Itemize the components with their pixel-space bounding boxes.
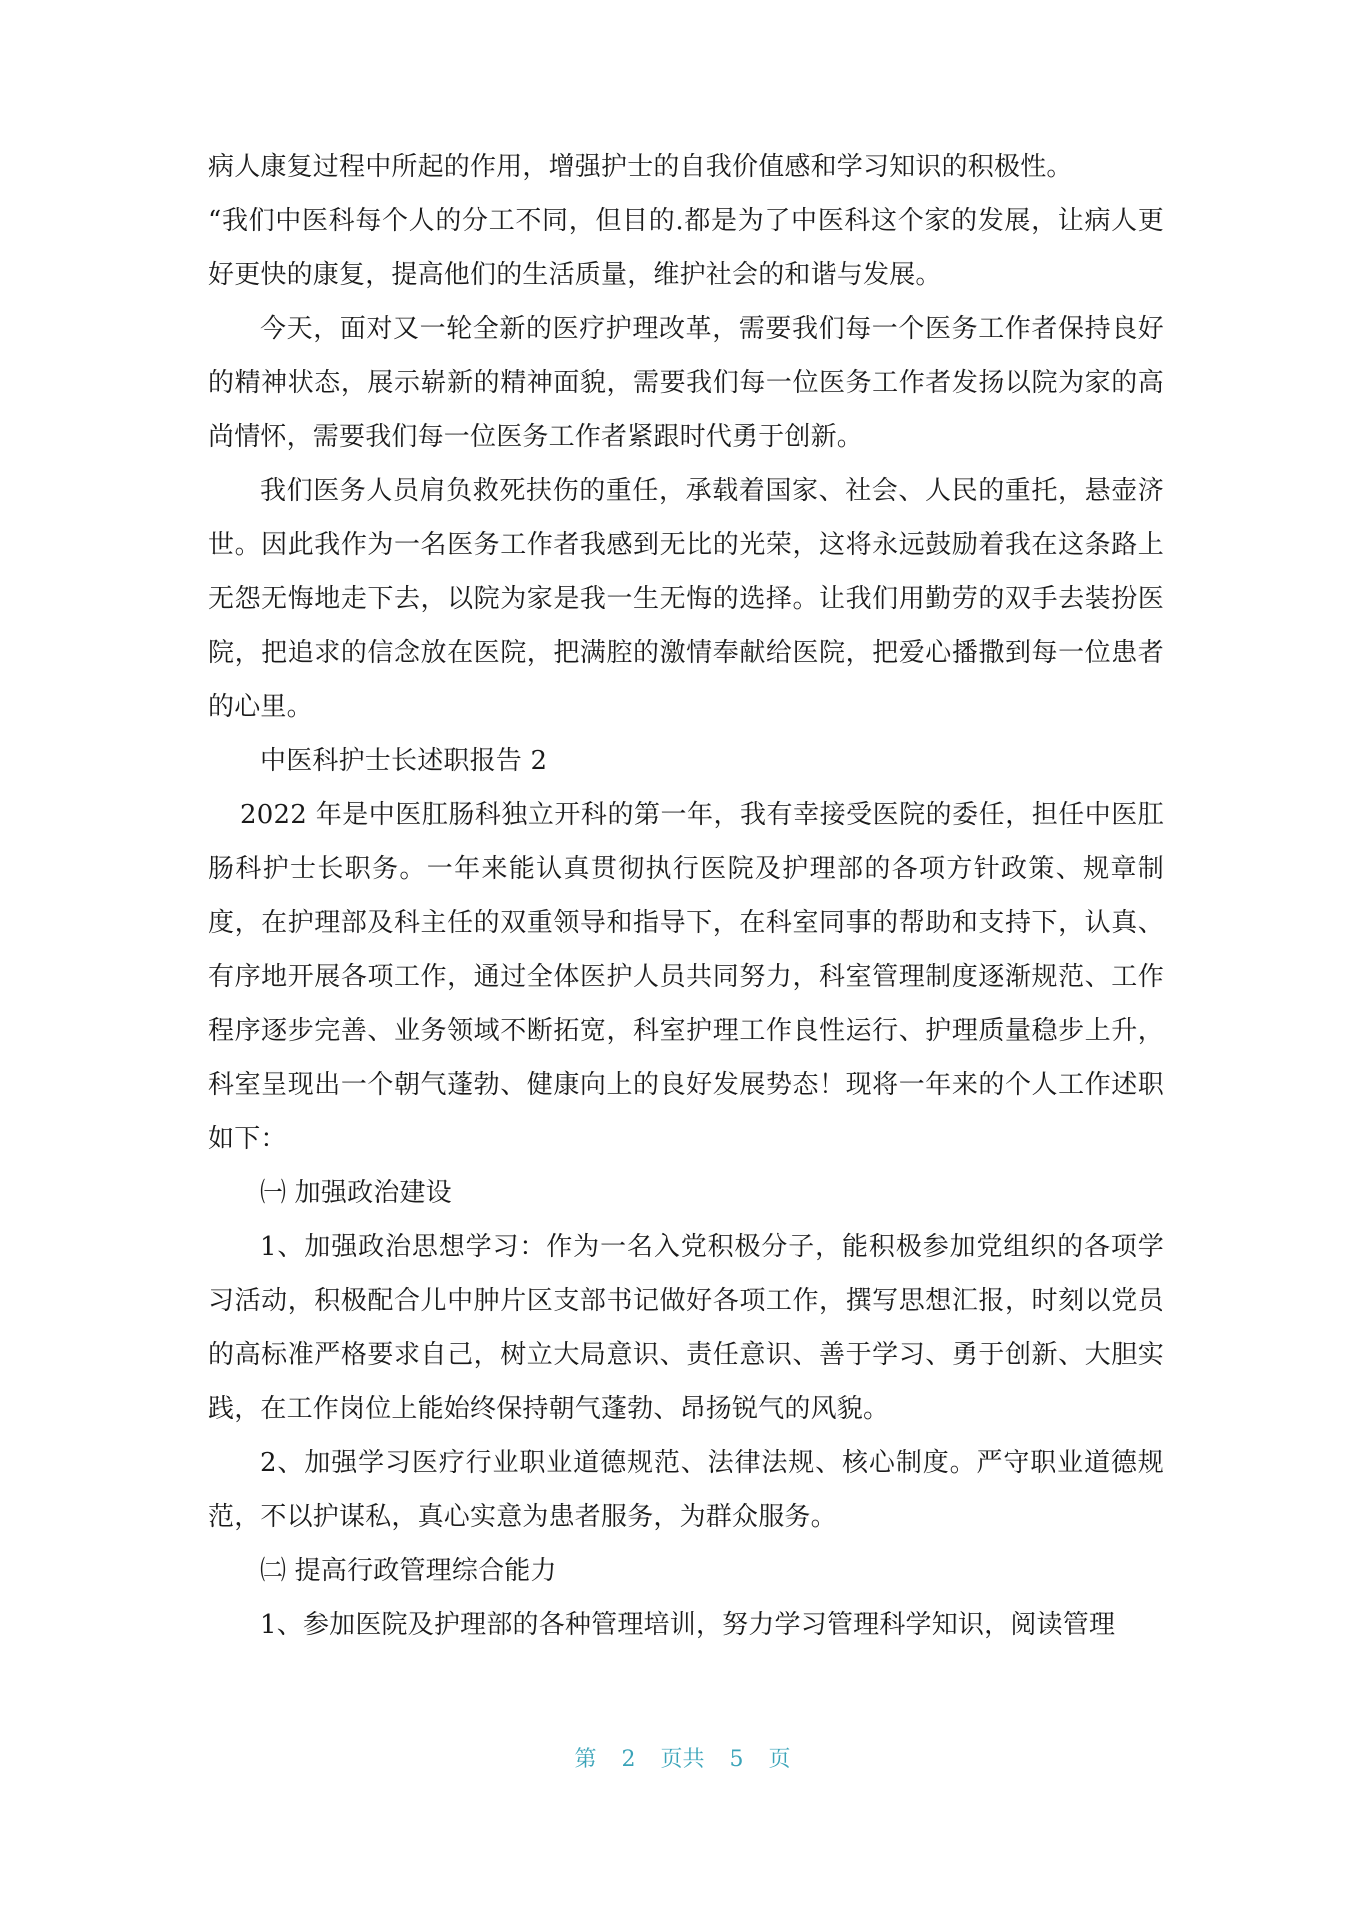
footer-word-di: 第 xyxy=(574,1747,597,1772)
paragraph-9: 2、加强学习医疗行业职业道德规范、法律法规、核心制度。严守职业道德规范，不以护谋私，真心实意为患者服务，为群众服务。 xyxy=(208,1448,1164,1532)
page-content xyxy=(208,140,1164,1652)
paragraph-1: 病人康复过程中所起的作用，增强护士的自我价值感和学习知识的积极性。 xyxy=(208,152,1073,182)
paragraph-2: “我们中医科每个人的分工不同，但目的.都是为了中医科这个家的发展，让病人更好更快的康复，提高他们的生活质量，维护社会的和谐与发展。 xyxy=(208,206,1164,290)
section-heading-management: ㈡ 提高行政管理综合能力 xyxy=(260,1556,557,1586)
footer-word-ye-gong: 页共 xyxy=(660,1747,705,1772)
footer-total-pages: 5 xyxy=(729,1747,744,1772)
paragraph-6: 2022 年是中医肛肠科独立开科的第一年，我有幸接受医院的委任，担任中医肛肠科护士长职务。一年来能认真贯彻执行医院及护理部的各项方针政策、规章制度，在护理部及科主任的双重领导和指导下，在科室同事的帮助和支持下，认真、有序地开展各项工作，通过全体医护人员共同努力，科室管理制度逐渐规范、工作程序逐步完善、业务领域不断拓宽，科室护理工作良性运行、护理质量稳步上升，科室呈现出一个朝气蓬勃、健康向上的良好发展势态！现将一年来的个人工作述职如下： xyxy=(208,800,1164,1154)
paragraph-11: 1、参加医院及护理部的各种管理培训，努力学习管理科学知识，阅读管理 xyxy=(260,1610,1116,1640)
paragraph-8: 1、加强政治思想学习：作为一名入党积极分子，能积极参加党组织的各项学习活动，积极配合儿中肿片区支部书记做好各项工作，撰写思想汇报，时刻以党员的高标准严格要求自己，树立大局意识、责任意识、善于学习、勇于创新、大胆实践，在工作岗位上能始终保持朝气蓬勃、昂扬锐气的风貌。 xyxy=(208,1232,1164,1424)
footer-word-ye: 页 xyxy=(768,1747,791,1772)
paragraph-4: 我们医务人员肩负救死扶伤的重任，承载着国家、社会、人民的重托，悬壶济世。因此我作为一名医务工作者我感到无比的光荣，这将永远鼓励着我在这条路上无怨无悔地走下去，以院为家是我一生无悔的选择。让我们用勤劳的双手去装扮医院，把追求的信念放在医院，把满腔的激情奉献给医院，把爱心播撒到每一位患者的心里。 xyxy=(208,476,1164,722)
section-heading-report-2: 中医科护士长述职报告 2 xyxy=(260,746,548,776)
footer-current-page: 2 xyxy=(621,1747,636,1772)
section-heading-political: ㈠ 加强政治建设 xyxy=(260,1178,452,1208)
paragraph-3: 今天，面对又一轮全新的医疗护理改革，需要我们每一个医务工作者保持良好的精神状态，展示崭新的精神面貌，需要我们每一位医务工作者发扬以院为家的高尚情怀，需要我们每一位医务工作者紧跟时代勇于创新。 xyxy=(208,314,1164,452)
page-footer xyxy=(0,1742,1365,1773)
